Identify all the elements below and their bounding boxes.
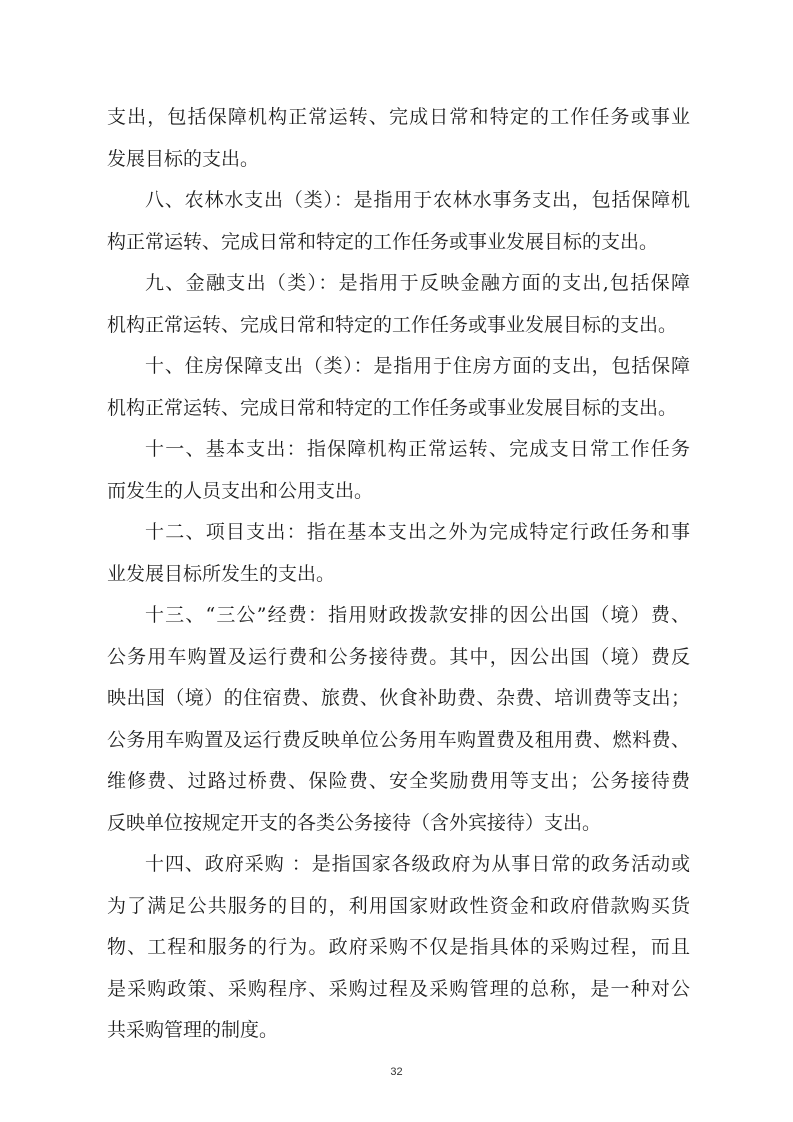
page-number: 32 [390, 1066, 403, 1078]
text-line: 维修费、过路过桥费、保险费、安全奖励费用等支出；公务接待费 [107, 770, 690, 792]
text-line: 十四、政府采购 ：是指国家各级政府为从事日常的政务活动或 [145, 853, 690, 875]
text-line: 九、金融支出（类）：是指用于反映金融方面的支出,包括保障 [145, 272, 690, 294]
text-line: 十一、基本支出：指保障机构正常运转、完成支日常工作任务 [145, 438, 690, 460]
text-line: 共采购管理的制度。 [107, 1019, 279, 1041]
text-line: 十三、“三公”经费：指用财政拨款安排的因公出国（境）费、 [145, 604, 690, 626]
text-line: 反映单位按规定开支的各类公务接待（含外宾接待）支出。 [107, 811, 602, 834]
text-line: 十二、项目支出：指在基本支出之外为完成特定行政任务和事 [145, 521, 690, 543]
document-body [107, 97, 690, 1052]
text-line: 公务用车购置及运行费和公务接待费。其中，因公出国（境）费反 [107, 645, 690, 668]
paragraph-finance-expense [107, 263, 690, 346]
paragraph-housing-expense [107, 346, 690, 429]
paragraph-government-procurement [107, 844, 690, 1052]
text-line: 十、住房保障支出（类）：是指用于住房方面的支出，包括保障 [145, 355, 690, 377]
text-line: 物、工程和服务的行为。政府采购不仅是指具体的采购过程，而且 [107, 936, 690, 958]
text-line: 映出国（境）的住宿费、旅费、伙食补助费、杂费、培训费等支出； [107, 687, 690, 709]
text-line: 公务用车购置及运行费反映单位公务用车购置费及租用费、燃料费、 [107, 728, 690, 751]
text-line: 八、农林水支出（类）：是指用于农林水事务支出，包括保障机 [145, 189, 690, 211]
text-line: 发展目标的支出。 [107, 147, 260, 170]
text-line: 机构正常运转、完成日常和特定的工作任务或事业发展目标的支出。 [107, 396, 678, 419]
text-line: 业发展目标所发生的支出。 [107, 562, 336, 585]
paragraph-continuation [107, 97, 690, 180]
text-line: 支出，包括保障机构正常运转、完成日常和特定的工作任务或事业 [107, 106, 690, 128]
text-line: 为了满足公共服务的目的，利用国家财政性资金和政府借款购买货 [107, 894, 690, 917]
text-line: 是采购政策、采购程序、采购过程及采购管理的总称，是一种对公 [107, 977, 690, 1000]
text-line: 机构正常运转、完成日常和特定的工作任务或事业发展目标的支出。 [107, 313, 678, 336]
text-line: 构正常运转、完成日常和特定的工作任务或事业发展目标的支出。 [107, 230, 659, 253]
paragraph-basic-expense [107, 429, 690, 512]
paragraph-agriculture-expense [107, 180, 690, 263]
paragraph-three-public-expenses [107, 595, 690, 844]
text-line: 而发生的人员支出和公用支出。 [107, 479, 374, 502]
paragraph-project-expense [107, 512, 690, 595]
